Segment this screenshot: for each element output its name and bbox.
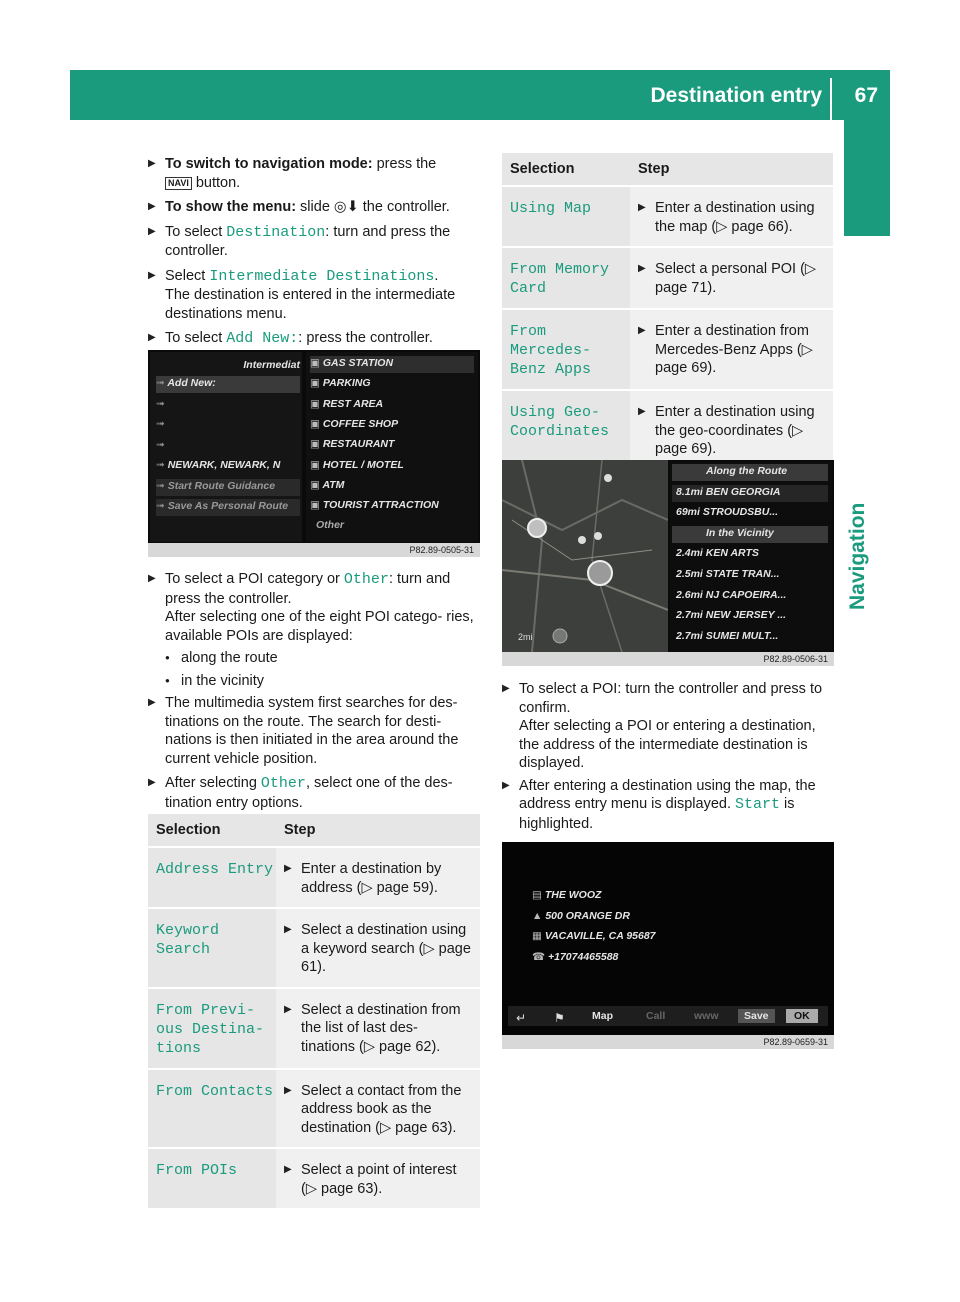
- intermediate-list-item: ➟ Start Route Guidance: [156, 479, 300, 496]
- map-view: [502, 460, 668, 652]
- intermediate-list-panel: [150, 352, 302, 542]
- table-row: [148, 988, 480, 1069]
- step-show-menu: ▶ To show the menu: slide ◎⬇ the controller.: [148, 198, 480, 217]
- menu-button-save[interactable]: Save: [738, 1009, 775, 1023]
- selection-table-1: [148, 814, 480, 1210]
- pin-icon: ➟: [156, 418, 165, 430]
- page-number: 67: [854, 84, 878, 107]
- step-text: ▶ Select a destination from the list of last des- tinations (▷ page 62).: [284, 1001, 472, 1057]
- chapter-tab: [844, 120, 890, 610]
- step-text: ▶ Enter a destination by address (▷ page 59).: [284, 860, 472, 897]
- list-section-header: Along the Route: [672, 464, 828, 481]
- column-header-selection: Selection: [502, 153, 630, 186]
- intermediate-header: Intermediat: [243, 359, 300, 371]
- category-icon: ▣: [310, 458, 323, 471]
- step-cell: [276, 908, 480, 988]
- selection-cell: [502, 186, 630, 247]
- step-cell: [276, 847, 480, 908]
- step-select-poi-category: ▶ To select a POI category or Other: turn and press the controller. After selecting one of the eight POI catego- ries, available POIs are displayed:: [148, 570, 480, 645]
- header-divider: [830, 78, 832, 120]
- menu-button-www[interactable]: www: [694, 1010, 719, 1022]
- step-text: ▶ Select a contact from the address book as the destination (▷ page 63).: [284, 1082, 472, 1138]
- map-entry-note: ▶ After entering a destination using the map, the address entry menu is displayed. Start is highlighted.: [502, 777, 834, 834]
- table-row: [148, 1148, 480, 1209]
- image-code: P82.89-0506-31: [763, 654, 828, 664]
- poi-category-item: ▣ ATM: [310, 478, 345, 491]
- column-header-step: Step: [630, 153, 833, 186]
- table-row: [148, 1069, 480, 1149]
- screenshot-poi-map: [502, 460, 834, 666]
- pin-icon: ➟: [156, 377, 168, 389]
- list-section-header: In the Vicinity: [672, 526, 828, 543]
- selection-cell: [502, 390, 630, 470]
- menu-button-ok[interactable]: OK: [786, 1009, 818, 1023]
- back-icon[interactable]: ↵: [516, 1011, 527, 1025]
- selection-cell: [148, 1069, 276, 1149]
- navi-key-icon: NAVI: [165, 177, 192, 190]
- step-cell: [276, 1148, 480, 1209]
- address-line: ☎ +17074465588: [532, 950, 619, 963]
- section-title: Destination entry: [650, 84, 822, 107]
- intermediate-list-item: [156, 397, 300, 414]
- step-after-other: ▶ After selecting Other, select one of the des- tination entry options.: [148, 774, 480, 812]
- step-text: ▶ Select a point of interest (▷ page 63).: [284, 1161, 472, 1198]
- bullet-along-route: ● along the route: [165, 649, 480, 668]
- poi-category-item: ▣ COFFEE SHOP: [310, 417, 399, 430]
- selection-cell: [148, 988, 276, 1069]
- step-add-new: ▶ To select Add New:: press the controller.: [148, 329, 480, 349]
- poi-category-item: ▣ GAS STATION: [310, 356, 474, 373]
- category-icon: ▣: [310, 417, 323, 430]
- address-line-icon: ▤: [532, 889, 545, 901]
- poi-marker-icon: [528, 519, 546, 537]
- poi-result-item: 8.1mi BEN GEORGIA: [672, 485, 828, 502]
- poi-category-item: ▣ TOURIST ATTRACTION: [310, 499, 439, 512]
- poi-result-item: 2.7mi SUMEI MULT...: [676, 629, 779, 642]
- controller-slide-icon: ◎⬇: [333, 199, 359, 215]
- menu-option-label: From Mercedes- Benz Apps: [510, 323, 592, 378]
- intermediate-list-item: ➟ Save As Personal Route: [156, 499, 300, 516]
- menu-bar: [508, 1006, 828, 1026]
- pin-icon: ➟: [156, 500, 168, 512]
- step-text: ▶ Enter a destination from Mercedes-Benz Apps (▷ page 69).: [638, 322, 825, 378]
- address-line-icon: ▲: [532, 909, 546, 922]
- poi-result-item: 2.5mi STATE TRAN...: [676, 568, 780, 580]
- category-icon: ▣: [310, 397, 323, 410]
- category-icon: ▣: [310, 499, 323, 512]
- intermediate-list-item: ➟ NEWARK, NEWARK, N: [156, 459, 281, 471]
- intermediate-list-item: [156, 438, 300, 455]
- column-header-step: Step: [276, 814, 480, 847]
- menu-button-call[interactable]: Call: [646, 1010, 666, 1022]
- step-cell: [276, 1069, 480, 1149]
- poi-category-item: Other: [316, 519, 345, 532]
- step-text: ▶ Select a personal POI (▷ page 71).: [638, 260, 825, 297]
- poi-result-item: 2.4mi KEN ARTS: [676, 547, 759, 560]
- map-scale: 2mi: [518, 632, 533, 642]
- address-line: ▦ VACAVILLE, CA 95687: [532, 930, 656, 942]
- category-icon: ▣: [310, 438, 323, 451]
- selection-cell: [502, 247, 630, 309]
- menu-option-label: Using Geo- Coordinates: [510, 404, 610, 440]
- step-cell: [630, 309, 833, 390]
- step-switch-nav: ▶ To switch to navigation mode: press the NAVI button.: [148, 155, 480, 192]
- table-row: [502, 247, 833, 309]
- step-cell: [630, 390, 833, 470]
- current-position-icon: [588, 561, 612, 585]
- right-instructions: [502, 680, 834, 833]
- step-select-destination: ▶ To select Destination: turn and press the controller.: [148, 223, 480, 261]
- address-line-icon: ▦: [532, 930, 545, 942]
- step-text: ▶ Enter a destination using the map (▷ page 66).: [638, 199, 825, 236]
- step-select-poi: ▶ To select a POI: turn the controller and press to confirm. After selecting a POI or entering a destination, the address of the intermediate destination is displayed.: [502, 680, 834, 773]
- poi-result-item: 69mi STROUDSBU...: [676, 506, 779, 519]
- selection-cell: [148, 1148, 276, 1209]
- menu-option-label: From Previ‑ ous Destina‑ tions: [156, 1001, 265, 1057]
- intermediate-list-item: ➟ Add New:: [156, 376, 300, 393]
- category-icon: ▣: [310, 357, 323, 369]
- bullet-vicinity: ● in the vicinity: [165, 672, 480, 691]
- menu-option-label: From Contacts: [156, 1082, 274, 1100]
- column-header-selection: Selection: [148, 814, 276, 847]
- image-code: P82.89-0505-31: [409, 545, 474, 555]
- step-select-intermediate: ▶ Select Intermediate Destinations. The destination is entered in the intermediate destinations menu.: [148, 267, 480, 324]
- poi-category-panel: [306, 352, 478, 542]
- table-row: [502, 309, 833, 390]
- pin-icon: ➟: [156, 479, 168, 492]
- selection-cell: [148, 847, 276, 908]
- page-header: [70, 70, 890, 120]
- step-cell: [630, 186, 833, 247]
- table-row: [148, 908, 480, 988]
- category-icon: ▣: [310, 377, 323, 390]
- category-icon: ▣: [310, 478, 323, 491]
- screenshot-poi-categories: [148, 350, 480, 557]
- selection-cell: [502, 309, 630, 390]
- poi-category-item: ▣ PARKING: [310, 377, 371, 390]
- left-instructions-2: [148, 570, 480, 812]
- compass-icon: [553, 629, 567, 643]
- selection-table-2: [502, 153, 833, 471]
- step-cell: [630, 247, 833, 309]
- table-row: [148, 847, 480, 908]
- table-row: [502, 186, 833, 247]
- address-line-icon: ☎: [532, 950, 548, 963]
- chapter-tab-label: Navigation: [846, 502, 869, 610]
- pin-icon: ➟: [156, 397, 165, 410]
- left-instructions: [148, 155, 480, 349]
- poi-category-item: ▣ REST AREA: [310, 397, 384, 410]
- intermediate-list-item: [156, 417, 300, 434]
- poi-category-item: ▣ RESTAURANT: [310, 438, 395, 451]
- pin-icon: ➟: [156, 438, 165, 451]
- menu-option-label: From Memory Card: [510, 261, 610, 297]
- step-cell: [276, 988, 480, 1069]
- image-code: P82.89-0659-31: [763, 1037, 828, 1047]
- poi-icon[interactable]: ⚑: [554, 1011, 565, 1025]
- search-note: ▶ The multimedia system first searches for des- tinations on the route. The search for desti- nations is then initiated in the area around the current vehicle position.: [148, 694, 480, 768]
- menu-button-map[interactable]: Map: [592, 1010, 613, 1022]
- poi-category-item: ▣ HOTEL / MOTEL: [310, 458, 404, 471]
- pin-icon: ➟: [156, 459, 168, 471]
- menu-option-label: Address Entry: [156, 861, 274, 878]
- selection-cell: [148, 908, 276, 988]
- address-line: ▲ 500 ORANGE DR: [532, 909, 630, 922]
- poi-results-list: [670, 462, 832, 650]
- menu-option-label: Keyword Search: [156, 922, 220, 958]
- step-text: ▶ Enter a destination using the geo-coordinates (▷ page 69).: [638, 403, 825, 459]
- menu-option-label: From POIs: [156, 1162, 238, 1179]
- address-line: ▤ THE WOOZ: [532, 889, 602, 901]
- chapter-tab-marker: [844, 120, 890, 236]
- step-text: ▶ Select a destination using a keyword search (▷ page 61).: [284, 921, 472, 977]
- table-row: [502, 390, 833, 470]
- poi-result-item: 2.7mi NEW JERSEY ...: [676, 609, 787, 622]
- menu-option-label: Using Map: [510, 200, 592, 217]
- poi-result-item: 2.6mi NJ CAPOEIRA...: [676, 588, 787, 601]
- screenshot-address-menu: [502, 842, 834, 1049]
